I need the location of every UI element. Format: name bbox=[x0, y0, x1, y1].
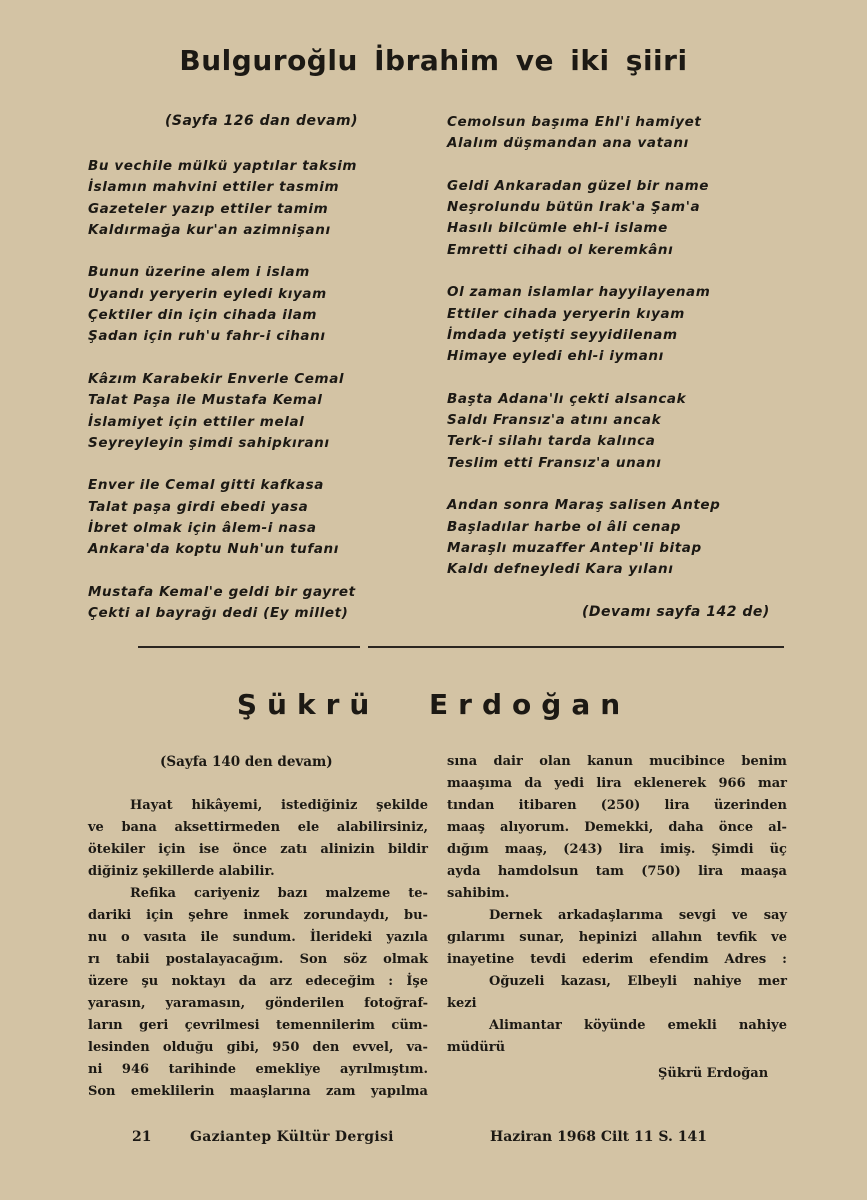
divider-rule-right bbox=[368, 646, 784, 648]
word: yapılma bbox=[370, 1084, 428, 1099]
poem-line: Ankara'da koptu Nuh'un tufanı bbox=[88, 541, 339, 558]
word: mar bbox=[757, 776, 787, 791]
article-title-sukru-erdogan: Şükrü Erdoğan bbox=[236, 688, 631, 721]
word: dair bbox=[493, 754, 523, 769]
poem-line: Seyreyleyin şimdi sahipkıranı bbox=[88, 434, 330, 451]
letter-right-column bbox=[447, 751, 787, 1059]
letter-line bbox=[88, 905, 428, 927]
word: tabii bbox=[116, 952, 150, 967]
word: İlerideki bbox=[309, 930, 373, 945]
poem-line: Emretti cihadı ol keremkânı bbox=[447, 241, 674, 258]
poem-line: Başta Adana'lı çekti alsancak bbox=[447, 390, 687, 407]
word: ve bbox=[731, 908, 748, 923]
letter-line bbox=[88, 927, 428, 949]
word: tından bbox=[447, 798, 495, 813]
poem-line: Çektiler din için cihada ilam bbox=[88, 307, 318, 324]
divider-rule-left bbox=[138, 646, 360, 648]
continued-from-note-2: (Sayfa 140 den devam) bbox=[160, 754, 333, 770]
poem-line: Saldı Fransız'a atını ancak bbox=[447, 412, 662, 429]
word: Adres bbox=[724, 952, 767, 967]
poem-line: Uyandı yeryerin eyledi kıyam bbox=[88, 285, 327, 302]
word: (250) bbox=[600, 798, 641, 813]
word: daha bbox=[668, 820, 704, 835]
word: olduğu bbox=[162, 1040, 214, 1055]
word: say bbox=[763, 908, 787, 923]
word: malzeme bbox=[325, 886, 391, 901]
letter-signature: Şükrü Erdoğan bbox=[658, 1066, 769, 1081]
poem-line: İslamiyet için ettiler melal bbox=[88, 413, 305, 430]
word: lira bbox=[596, 776, 622, 791]
word: imiş. bbox=[659, 842, 696, 857]
word: lira bbox=[698, 864, 724, 879]
letter-line bbox=[88, 883, 428, 905]
word: ederim bbox=[582, 952, 634, 967]
poem-line: Gazeteler yazıp ettiler tamim bbox=[88, 200, 329, 217]
word: Demekki, bbox=[584, 820, 654, 835]
word: kanun bbox=[587, 754, 633, 769]
poem-line: Talat Paşa ile Mustafa Kemal bbox=[88, 392, 323, 409]
word: fotoğraf- bbox=[364, 996, 428, 1011]
word: inmek bbox=[243, 908, 289, 923]
poem-line: Hasılı bilcümle ehl-i islame bbox=[447, 220, 668, 237]
word: köyünde bbox=[583, 1018, 646, 1033]
word: gönderilen bbox=[265, 996, 345, 1011]
word: maaşa bbox=[740, 864, 787, 879]
poem-line: İbret olmak için âlem-i nasa bbox=[88, 520, 317, 537]
word: nahiye bbox=[693, 974, 742, 989]
poem-line: Terk-i silahı tarda kalınca bbox=[447, 433, 656, 450]
word: evvel, bbox=[352, 1040, 394, 1055]
letter-line bbox=[447, 861, 787, 883]
word: sunar, bbox=[519, 930, 565, 945]
letter-line bbox=[88, 1081, 428, 1103]
word: ların bbox=[88, 1018, 123, 1033]
word: itibaren bbox=[518, 798, 577, 813]
word: dariki bbox=[88, 908, 132, 923]
word: (243) bbox=[563, 842, 603, 857]
continued-from-note: (Sayfa 126 dan devam) bbox=[165, 113, 359, 129]
word: kazası, bbox=[560, 974, 611, 989]
word: Son bbox=[299, 952, 328, 967]
word: Son bbox=[88, 1084, 116, 1099]
word: zam bbox=[326, 1084, 356, 1099]
letter-line bbox=[88, 1015, 428, 1037]
word: allahın bbox=[651, 930, 703, 945]
poem-line: İmdada yetişti seyyidilenam bbox=[447, 326, 678, 343]
word: ni bbox=[88, 1062, 103, 1077]
poem-line: Himaye eyledi ehl-i iymanı bbox=[447, 348, 664, 365]
word: ile bbox=[200, 930, 219, 945]
word: aksettirmeden bbox=[174, 820, 281, 835]
article-title-bulguroglu: Bulguroğlu İbrahim ve iki şiiri bbox=[179, 44, 688, 77]
letter-line bbox=[447, 839, 787, 861]
word: Hayat bbox=[130, 798, 173, 813]
letter-line bbox=[447, 949, 787, 971]
stanza-gap bbox=[88, 241, 357, 262]
issue-info: Haziran 1968 Cilt 11 S. 141 bbox=[490, 1129, 707, 1145]
poem-line: Çekti al bayrağı dedi (Ey millet) bbox=[88, 605, 349, 622]
letter-line bbox=[88, 839, 428, 861]
word: önce bbox=[718, 820, 754, 835]
letter-line bbox=[88, 1037, 428, 1059]
word: olmak bbox=[383, 952, 428, 967]
poem-line: Talat paşa girdi ebedi yasa bbox=[88, 498, 309, 515]
word: cüm- bbox=[391, 1018, 428, 1033]
letter-line bbox=[447, 817, 787, 839]
word: maaşlarına bbox=[229, 1084, 311, 1099]
word: zorundaydı, bbox=[303, 908, 390, 923]
poem-line: Kâzım Karabekir Enverle Cemal bbox=[88, 370, 345, 387]
word: eklenerek bbox=[633, 776, 707, 791]
poem-line: Alalım düşmandan ana vatanı bbox=[447, 135, 689, 152]
poem-line: Ettiler cihada yeryerin kıyam bbox=[447, 305, 685, 322]
word: yedi bbox=[554, 776, 585, 791]
word: benim bbox=[741, 754, 787, 769]
word: emekliye bbox=[255, 1062, 321, 1077]
poem-line: Ol zaman islamlar hayyilayenam bbox=[447, 284, 711, 301]
word: önce bbox=[232, 842, 267, 857]
letter-line bbox=[88, 949, 428, 971]
word: ötekiler bbox=[88, 842, 145, 857]
word: maaş, bbox=[504, 842, 548, 857]
word: gılarımı bbox=[447, 930, 505, 945]
letter-line bbox=[447, 795, 787, 817]
word: inayetine bbox=[447, 952, 515, 967]
word: dığım bbox=[447, 842, 489, 857]
stanza-gap bbox=[88, 561, 357, 582]
word: mer bbox=[758, 974, 787, 989]
word: Oğuzeli bbox=[489, 974, 545, 989]
word: tam bbox=[595, 864, 624, 879]
word: da bbox=[524, 776, 542, 791]
word: sevgi bbox=[678, 908, 717, 923]
word: yaramasın, bbox=[165, 996, 246, 1011]
word: gibi, bbox=[226, 1040, 260, 1055]
word: Şimdi bbox=[711, 842, 754, 857]
poem-left-column bbox=[88, 156, 357, 625]
word: Dernek bbox=[489, 908, 543, 923]
word: zatı bbox=[280, 842, 308, 857]
stanza-gap bbox=[447, 155, 720, 176]
word: alıyorum. bbox=[500, 820, 570, 835]
letter-line bbox=[447, 927, 787, 949]
poem-line: Başladılar harbe ol âli cenap bbox=[447, 518, 682, 535]
word: şekilde bbox=[376, 798, 428, 813]
word: ayda bbox=[447, 864, 481, 879]
poem-line: Kaldırmağa kur'an azimnişanı bbox=[88, 221, 331, 238]
word: vasıta bbox=[143, 930, 187, 945]
poem-line: Maraşlı muzaffer Antep'li bitap bbox=[447, 539, 702, 556]
word: 966 bbox=[718, 776, 746, 791]
poem-line: Mustafa Kemal'e geldi bir gayret bbox=[88, 583, 356, 600]
word: üzerinden bbox=[713, 798, 787, 813]
word: lira bbox=[618, 842, 644, 857]
word: Elbeyli bbox=[627, 974, 678, 989]
word: için bbox=[158, 842, 186, 857]
word: hikâyemi, bbox=[191, 798, 263, 813]
word: arz bbox=[269, 974, 293, 989]
word: lira bbox=[664, 798, 690, 813]
word: sundum. bbox=[232, 930, 296, 945]
word: maaş bbox=[447, 820, 485, 835]
stanza-gap bbox=[447, 368, 720, 389]
word: emeklilerin bbox=[130, 1084, 215, 1099]
word: bazı bbox=[277, 886, 308, 901]
word: ayrılmıştım. bbox=[340, 1062, 428, 1077]
letter-left-column bbox=[88, 795, 428, 1103]
letter-line bbox=[88, 795, 428, 817]
letter-line: kezi bbox=[447, 996, 477, 1011]
word: : bbox=[782, 952, 787, 967]
poem-line: İslamın mahvini ettiler tasmim bbox=[88, 179, 340, 196]
word: lesinden bbox=[88, 1040, 150, 1055]
poem-line: Bunun üzerine alem i islam bbox=[88, 264, 310, 281]
poem-line: Enver ile Cemal gitti kafkasa bbox=[88, 477, 324, 494]
word: tevfik bbox=[716, 930, 757, 945]
word: yarasın, bbox=[88, 996, 146, 1011]
word: şehre bbox=[188, 908, 229, 923]
poem-line: Cemolsun başıma Ehl'i hamiyet bbox=[447, 114, 702, 130]
poem-line: Geldi Ankaradan güzel bir name bbox=[447, 177, 710, 194]
poem-line: Teslim etti Fransız'a unanı bbox=[447, 454, 662, 471]
letter-line: sahibim. bbox=[447, 886, 510, 901]
word: da bbox=[238, 974, 257, 989]
word: bu- bbox=[404, 908, 428, 923]
word: va- bbox=[406, 1040, 428, 1055]
word: temennilerim bbox=[276, 1018, 375, 1033]
word: şu bbox=[141, 974, 159, 989]
poem-line: Kaldı defneyledi Kara yılanı bbox=[447, 561, 674, 578]
word: alinizin bbox=[320, 842, 375, 857]
letter-line bbox=[447, 905, 787, 927]
letter-line bbox=[447, 1015, 787, 1037]
word: 946 bbox=[121, 1062, 150, 1077]
word: cariyeniz bbox=[193, 886, 260, 901]
word: ele bbox=[297, 820, 320, 835]
word: te- bbox=[408, 886, 428, 901]
word: olan bbox=[539, 754, 571, 769]
word: edeceğim bbox=[305, 974, 376, 989]
poem-line: Andan sonra Maraş salisen Antep bbox=[447, 497, 721, 514]
word: tarihinde bbox=[168, 1062, 236, 1077]
word: arkadaşlarıma bbox=[558, 908, 663, 923]
word: postalayacağım. bbox=[165, 952, 284, 967]
word: ve bbox=[771, 930, 787, 945]
word: emekli bbox=[667, 1018, 717, 1033]
word: çevrilmesi bbox=[184, 1018, 260, 1033]
word: ve bbox=[88, 820, 104, 835]
word: nu bbox=[88, 930, 107, 945]
word: istediğiniz bbox=[281, 798, 358, 813]
word: den bbox=[312, 1040, 340, 1055]
letter-line bbox=[447, 773, 787, 795]
stanza-gap bbox=[447, 474, 720, 495]
continued-to-note: (Devamı sayfa 142 de) bbox=[582, 604, 770, 620]
word: efendim bbox=[649, 952, 709, 967]
poem-line: Bu vechile mülkü yaptılar taksim bbox=[88, 158, 358, 174]
letter-line bbox=[447, 971, 787, 993]
letter-line bbox=[88, 817, 428, 839]
stanza-gap bbox=[88, 348, 357, 369]
word: 950 bbox=[272, 1040, 300, 1055]
page-number: 21 bbox=[132, 1129, 152, 1145]
word: alabilirsiniz, bbox=[336, 820, 428, 835]
word: üzere bbox=[88, 974, 129, 989]
word: söz bbox=[343, 952, 367, 967]
word: : bbox=[388, 974, 394, 989]
word: bildir bbox=[388, 842, 428, 857]
word: al- bbox=[768, 820, 787, 835]
word: için bbox=[146, 908, 174, 923]
word: tevdi bbox=[530, 952, 567, 967]
word: noktayı bbox=[171, 974, 226, 989]
word: nahiye bbox=[738, 1018, 787, 1033]
word: sına bbox=[447, 754, 478, 769]
letter-line bbox=[88, 971, 428, 993]
word: mucibince bbox=[649, 754, 726, 769]
letter-line bbox=[88, 993, 428, 1015]
word: o bbox=[120, 930, 130, 945]
poem-line: Neşrolundu bütün Irak'a Şam'a bbox=[447, 199, 701, 216]
word: üç bbox=[769, 842, 787, 857]
letter-line: müdürü bbox=[447, 1040, 506, 1055]
word: yazıla bbox=[386, 930, 428, 945]
word: Refika bbox=[130, 886, 176, 901]
word: hamdolsun bbox=[497, 864, 579, 879]
word: geri bbox=[139, 1018, 169, 1033]
word: bana bbox=[121, 820, 157, 835]
word: ise bbox=[198, 842, 220, 857]
word: rı bbox=[88, 952, 100, 967]
word: Alimantar bbox=[489, 1018, 562, 1033]
magazine-name: Gaziantep Kültür Dergisi bbox=[190, 1129, 394, 1145]
stanza-gap bbox=[88, 454, 357, 475]
letter-line bbox=[88, 1059, 428, 1081]
letter-line bbox=[447, 751, 787, 773]
word: (750) bbox=[641, 864, 681, 879]
word: İşe bbox=[406, 974, 428, 989]
letter-line: diğiniz şekillerde alabilir. bbox=[88, 864, 275, 879]
poem-right-column bbox=[447, 112, 720, 581]
word: hepinizi bbox=[578, 930, 638, 945]
poem-line: Şadan için ruh'u fahr-i cihanı bbox=[88, 328, 326, 345]
stanza-gap bbox=[447, 261, 720, 282]
word: maaşıma bbox=[447, 776, 513, 791]
